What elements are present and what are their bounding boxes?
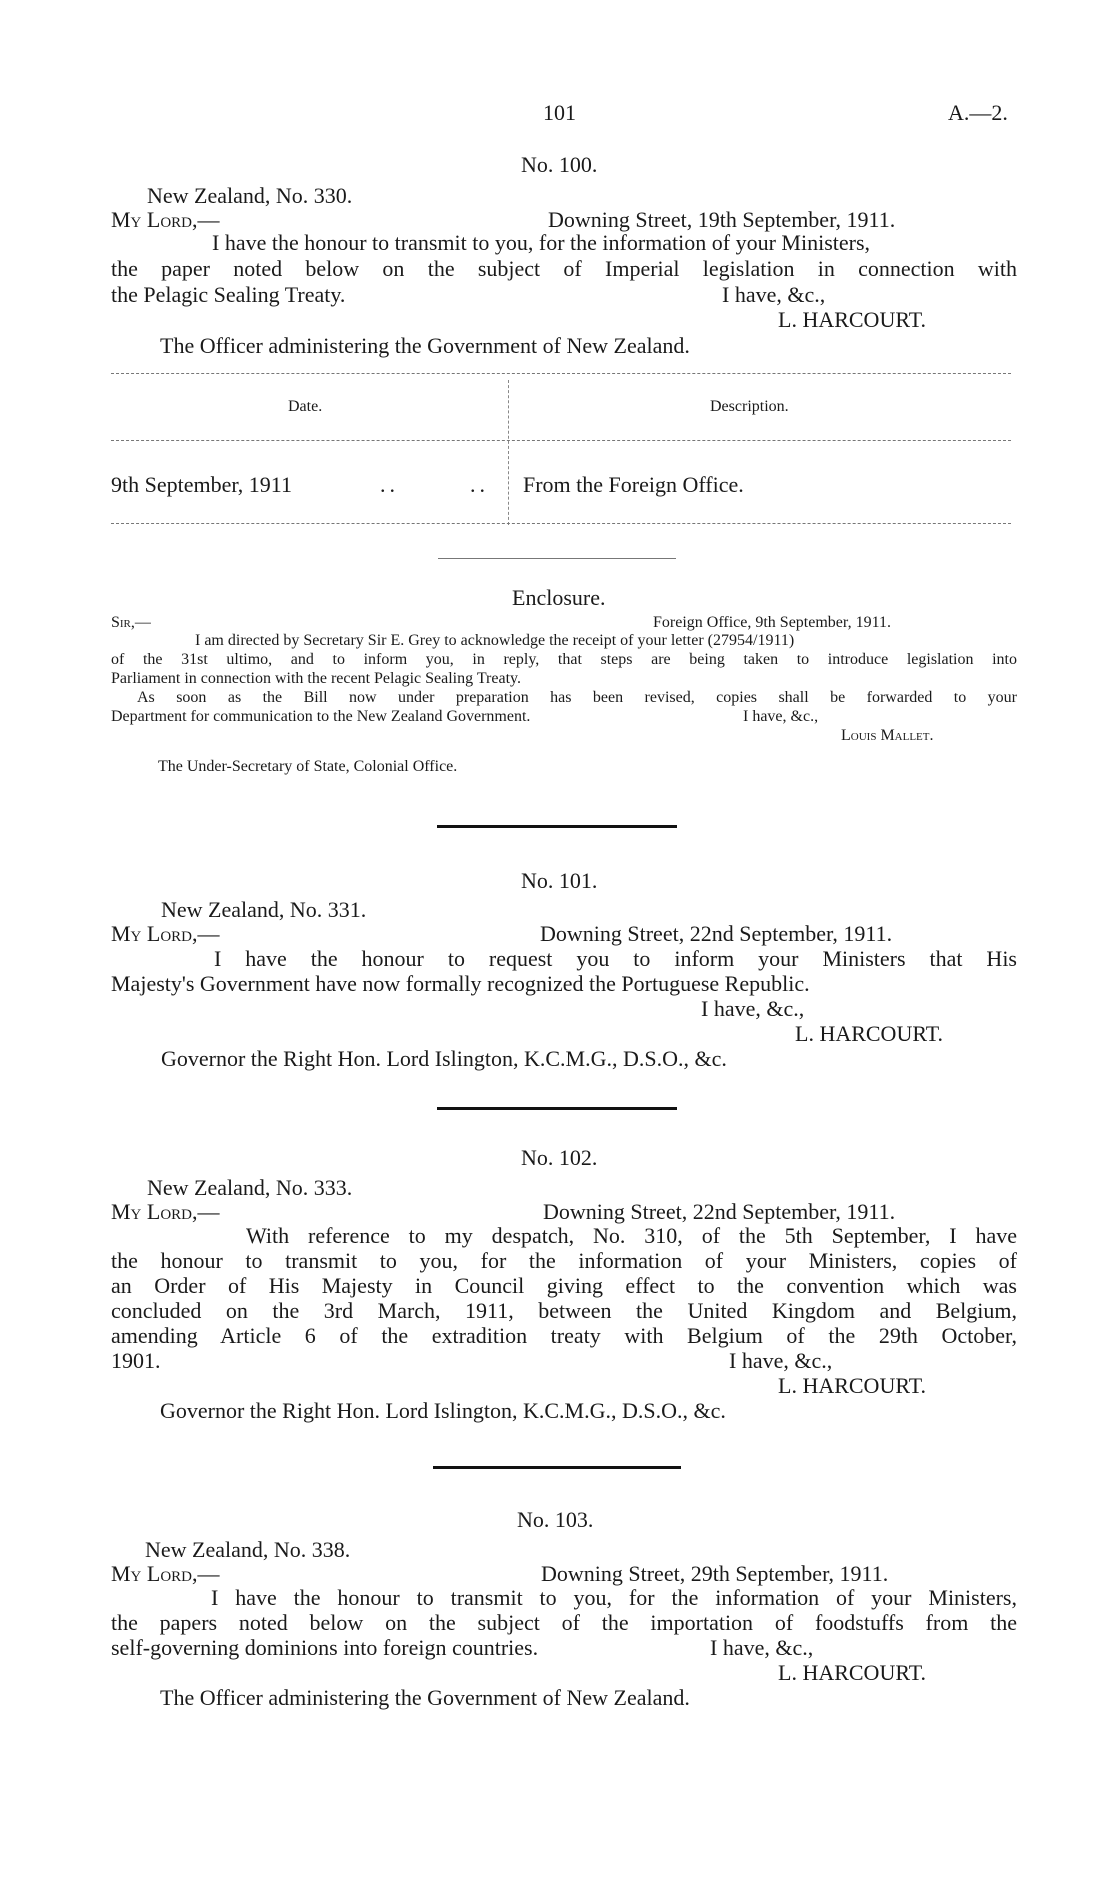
enclosure-body-line: Parliament in connection with the recent Pelagic Sealing Treaty. (111, 670, 521, 687)
closing: I have, &c., (710, 1635, 814, 1660)
enclosure-address-date: Foreign Office, 9th September, 1911. (653, 614, 891, 631)
body-line: the paper noted below on the subject of Imperial legislation in connection with (111, 256, 1017, 281)
body-line: I have the honour to request you to inform your Ministers that His (214, 946, 1017, 971)
table-row-leader: .. (470, 472, 489, 497)
page-number: 101 (543, 100, 576, 125)
signature: L. HARCOURT. (778, 1373, 926, 1398)
table-bottom-rule (111, 523, 1011, 524)
address-date: Downing Street, 19th September, 1911. (548, 207, 896, 232)
address-date: Downing Street, 29th September, 1911. (541, 1561, 889, 1586)
body-line: an Order of His Majesty in Council giving effect to the convention which was (111, 1273, 1017, 1298)
addressee: The Officer administering the Government of New Zealand. (160, 1685, 690, 1710)
closing: I have, &c., (701, 996, 805, 1021)
enclosure-body-line: As soon as the Bill now under preparation has been revised, copies shall be forwarded to your (137, 689, 1017, 706)
body-line: the Pelagic Sealing Treaty. (111, 282, 346, 307)
table-row-description: From the Foreign Office. (523, 472, 744, 497)
letter-ref: New Zealand, No. 338. (145, 1537, 351, 1562)
letter-ref: New Zealand, No. 330. (147, 183, 353, 208)
table-header-rule (111, 440, 1011, 441)
section-ref: A.—2. (948, 100, 1008, 125)
short-divider (438, 558, 676, 559)
letter-ref: New Zealand, No. 331. (161, 897, 367, 922)
salutation: My Lord,— (111, 207, 220, 232)
enclosure-body-line: of the 31st ultimo, and to inform you, in reply, that steps are being taken to introduce legislation into (111, 651, 1017, 668)
table-header-date: Date. (288, 398, 323, 415)
body-line: the papers noted below on the subject of the importation of foodstuffs from the (111, 1610, 1017, 1635)
table-column-divider (508, 380, 509, 525)
addressee: Governor the Right Hon. Lord Islington, K.C.M.G., D.S.O., &c. (161, 1046, 727, 1071)
enclosure-salutation: Sir,— (111, 614, 151, 631)
enclosure-body-line: Department for communication to the New Zealand Government. (111, 708, 531, 725)
body-line: I have the honour to transmit to you, for the information of your Ministers, (211, 1585, 1017, 1610)
letter-number: No. 101. (521, 868, 598, 893)
closing: I have, &c., (722, 282, 826, 307)
section-divider (437, 825, 677, 828)
table-row-leader: .. (380, 472, 399, 497)
addressee: Governor the Right Hon. Lord Islington, K.C.M.G., D.S.O., &c. (160, 1398, 726, 1423)
address-date: Downing Street, 22nd September, 1911. (543, 1199, 896, 1224)
signature: L. HARCOURT. (795, 1021, 943, 1046)
body-line: the honour to transmit to you, for the information of your Ministers, copies of (111, 1248, 1017, 1273)
addressee: The Officer administering the Government of New Zealand. (160, 333, 690, 358)
enclosure-body-line: I am directed by Secretary Sir E. Grey to acknowledge the receipt of your letter (27954/1911) (195, 632, 795, 649)
signature: L. HARCOURT. (778, 307, 926, 332)
body-line: With reference to my despatch, No. 310, of the 5th September, I have (246, 1223, 1017, 1248)
signature: L. HARCOURT. (778, 1660, 926, 1685)
body-line: concluded on the 3rd March, 1911, between the United Kingdom and Belgium, (111, 1298, 1017, 1323)
body-line: 1901. (111, 1348, 161, 1373)
address-date: Downing Street, 22nd September, 1911. (540, 921, 893, 946)
enclosure-closing: I have, &c., (743, 708, 819, 725)
letter-ref: New Zealand, No. 333. (147, 1175, 353, 1200)
section-divider (437, 1107, 677, 1110)
enclosure-addressee: The Under-Secretary of State, Colonial Office. (158, 758, 458, 775)
letter-number: No. 100. (521, 152, 598, 177)
salutation: My Lord,— (111, 921, 220, 946)
table-header-description: Description. (710, 398, 789, 415)
letter-number: No. 103. (517, 1507, 594, 1532)
section-divider (433, 1466, 681, 1469)
body-line: I have the honour to transmit to you, for the information of your Ministers, (212, 230, 871, 255)
body-line: self-governing dominions into foreign countries. (111, 1635, 539, 1660)
enclosure-heading: Enclosure. (512, 585, 606, 610)
body-line: Majesty's Government have now formally recognized the Portuguese Republic. (111, 971, 810, 996)
closing: I have, &c., (729, 1348, 833, 1373)
enclosure-signature: Louis Mallet. (841, 727, 934, 744)
body-line: amending Article 6 of the extradition treaty with Belgium of the 29th October, (111, 1323, 1017, 1348)
table-row-date: 9th September, 1911 (111, 472, 292, 497)
salutation: My Lord,— (111, 1199, 220, 1224)
table-top-rule (111, 373, 1011, 374)
salutation: My Lord,— (111, 1561, 220, 1586)
letter-number: No. 102. (521, 1145, 598, 1170)
